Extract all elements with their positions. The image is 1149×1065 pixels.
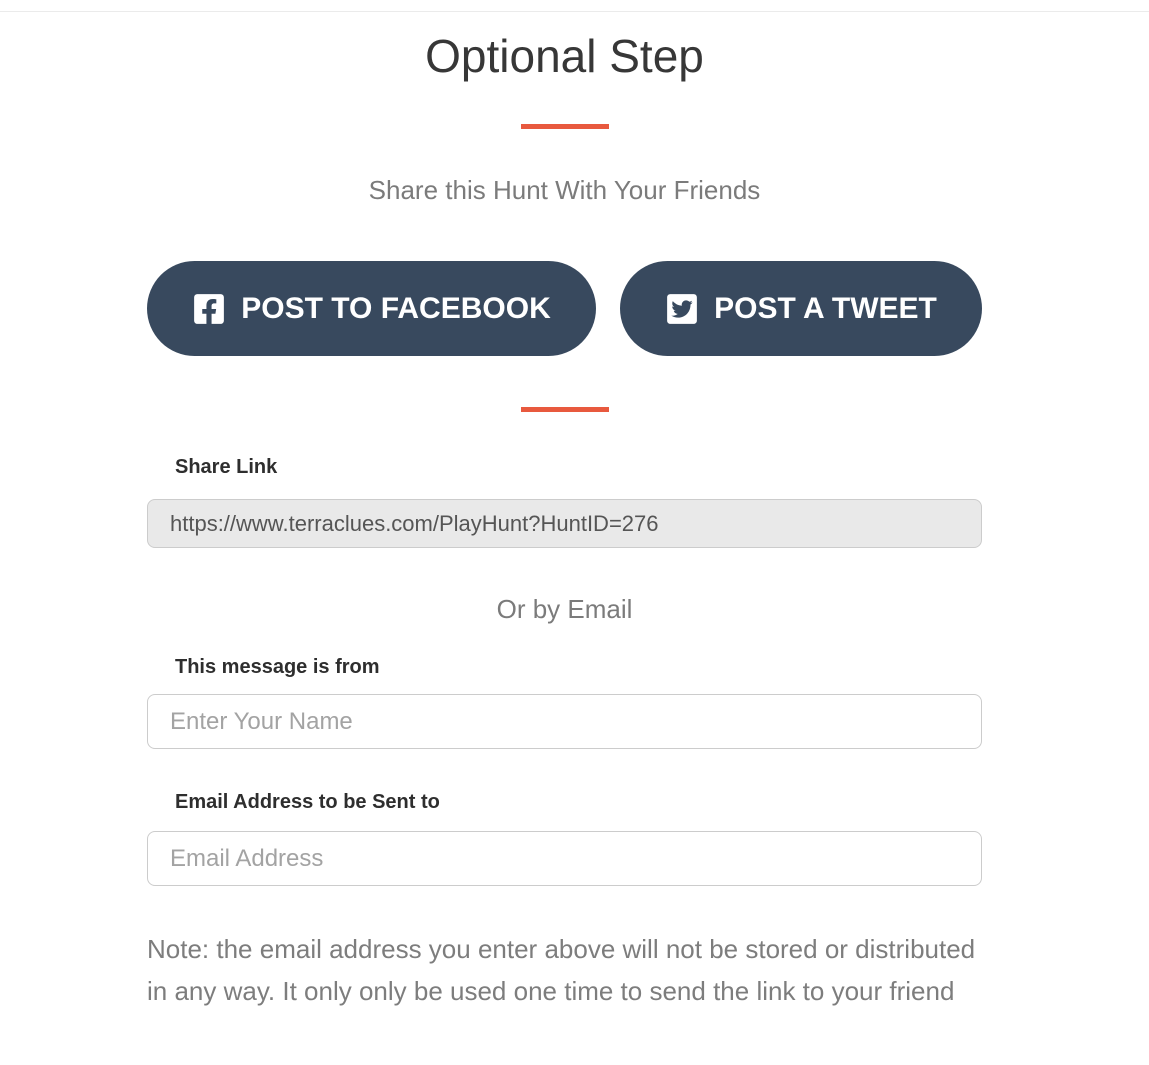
message-from-label: This message is from bbox=[175, 656, 380, 678]
recipient-email-input[interactable] bbox=[147, 831, 982, 886]
accent-divider-top bbox=[521, 124, 609, 129]
privacy-note: Note: the email address you enter above will not be stored or distributed in any way. It only only be used one time to send the link to your friend bbox=[147, 934, 976, 1006]
social-button-row bbox=[147, 261, 982, 356]
post-a-tweet-label: POST A TWEET bbox=[714, 291, 937, 325]
share-link-input[interactable] bbox=[147, 499, 982, 548]
page-title: Optional Step bbox=[425, 30, 704, 82]
accent-divider-bottom bbox=[521, 407, 609, 412]
email-address-label: Email Address to be Sent to bbox=[175, 791, 440, 813]
twitter-square-icon bbox=[665, 292, 699, 326]
or-by-email-heading: Or by Email bbox=[496, 594, 633, 624]
optional-step-panel bbox=[147, 12, 982, 1012]
share-link-label: Share Link bbox=[175, 456, 278, 478]
sender-name-input[interactable] bbox=[147, 694, 982, 749]
facebook-square-icon bbox=[192, 292, 226, 326]
post-a-tweet-button[interactable] bbox=[620, 261, 982, 356]
post-to-facebook-button[interactable] bbox=[147, 261, 596, 356]
post-to-facebook-label: POST TO FACEBOOK bbox=[241, 291, 551, 325]
share-subtitle: Share this Hunt With Your Friends bbox=[368, 175, 761, 205]
